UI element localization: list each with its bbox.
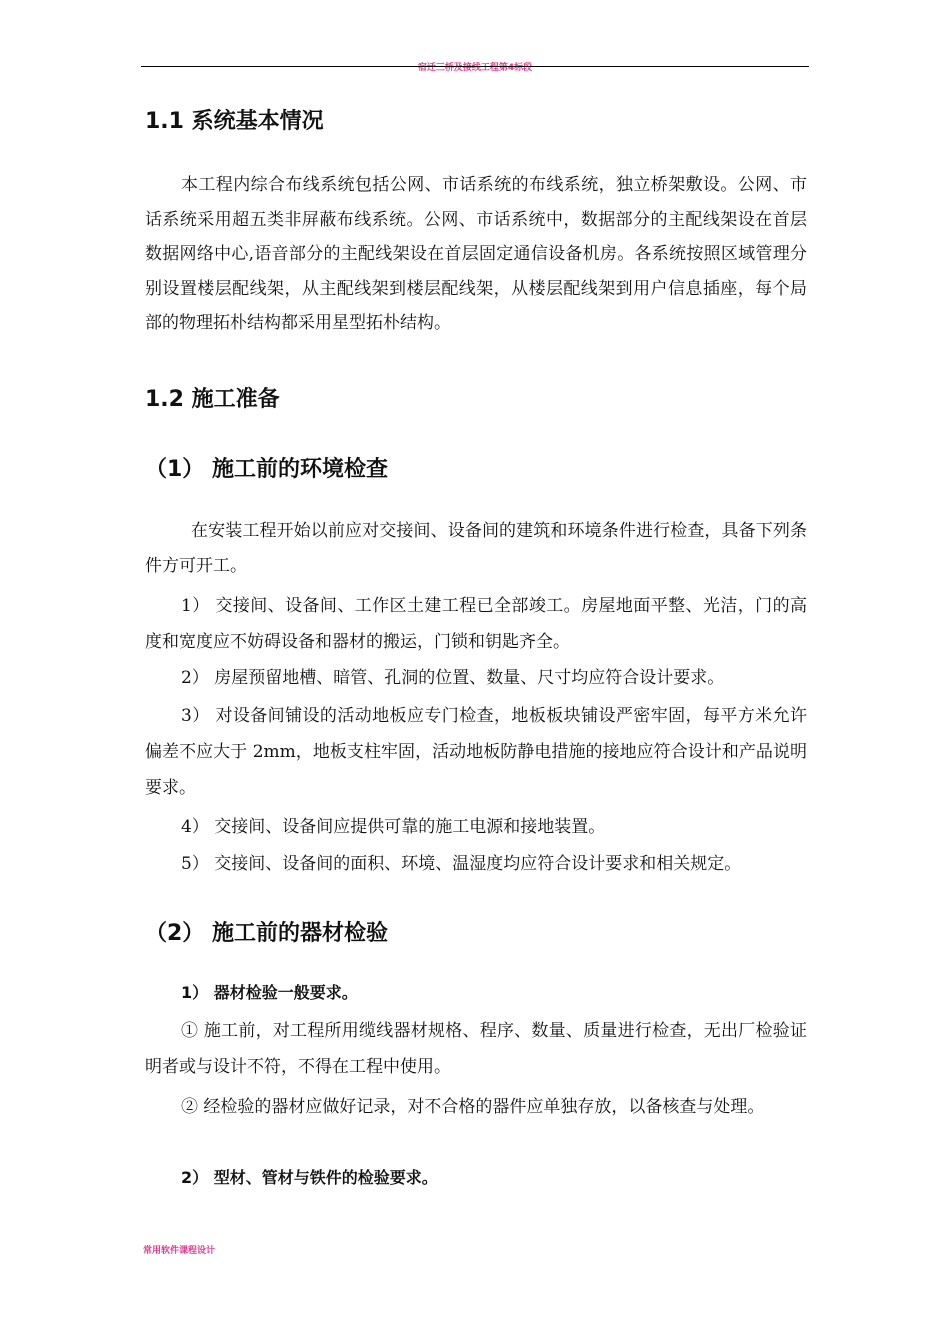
subsection-title-2: （2） 施工前的器材检验	[145, 921, 388, 946]
list-item: 5） 交接间、设备间的面积、环境、温湿度均应符合设计要求和相关规定。	[181, 854, 742, 874]
section-title-1-2: 1.2 施工准备	[145, 387, 280, 412]
list-item: 4） 交接间、设备间应提供可靠的施工电源和接地装置。	[181, 817, 606, 837]
list-item: ② 经检验的器材应做好记录，对不合格的器件应单独存放，以备核查与处理。	[181, 1097, 765, 1117]
list-item: 2） 房屋预留地槽、暗管、孔洞的位置、数量、尺寸均应符合设计要求。	[181, 668, 725, 688]
section-1-1-paragraph: 本工程内综合布线系统包括公网、市话系统的布线系统，独立桥架敷设。公网、市话系统采用超五类非屏蔽布线系统。公网、市话系统中，数据部分的主配线架设在首层数据网络中心,语音部分的主配线架设在首层固定通信设备机房。各系统按照区域管理分别设置楼层配线架，从主配线架到楼层配线架，从楼层配线架到用户信息插座，每个局部的物理拓朴结构都采用星型拓朴结构。	[145, 175, 807, 333]
list-item: 3） 对设备间铺设的活动地板应专门检查，地板板块铺设严密牢固，每平方米允许偏差不应大于 2mm，地板支柱牢固，活动地板防静电措施的接地应符合设计和产品说明要求。	[145, 706, 807, 798]
subsection-1-intro: 在安装工程开始以前应对交接间、设备间的建筑和环境条件进行检查，具备下列条件方可开工。	[145, 521, 807, 576]
page-header: 宿迁三桥及接线工程第4标段	[417, 63, 533, 73]
list-item-title: 2） 型材、管材与铁件的检验要求。	[181, 1168, 438, 1187]
header-rule	[141, 66, 809, 67]
list-item: ① 施工前，对工程所用缆线器材规格、程序、数量、质量进行检查，无出厂检验证明者或与设计不符，不得在工程中使用。	[145, 1021, 807, 1077]
page-footer: 常用软件课程设计	[143, 1246, 216, 1256]
section-title-1-1: 1.1 系统基本情况	[145, 109, 324, 134]
subsection-title-1: （1） 施工前的环境检查	[145, 457, 388, 482]
list-item: 1） 交接间、设备间、工作区土建工程已全部竣工。房屋地面平整、光洁，门的高度和宽度应不妨碍设备和器材的搬运，门锁和钥匙齐全。	[145, 596, 807, 652]
list-item-title: 1） 器材检验一般要求。	[181, 983, 358, 1002]
